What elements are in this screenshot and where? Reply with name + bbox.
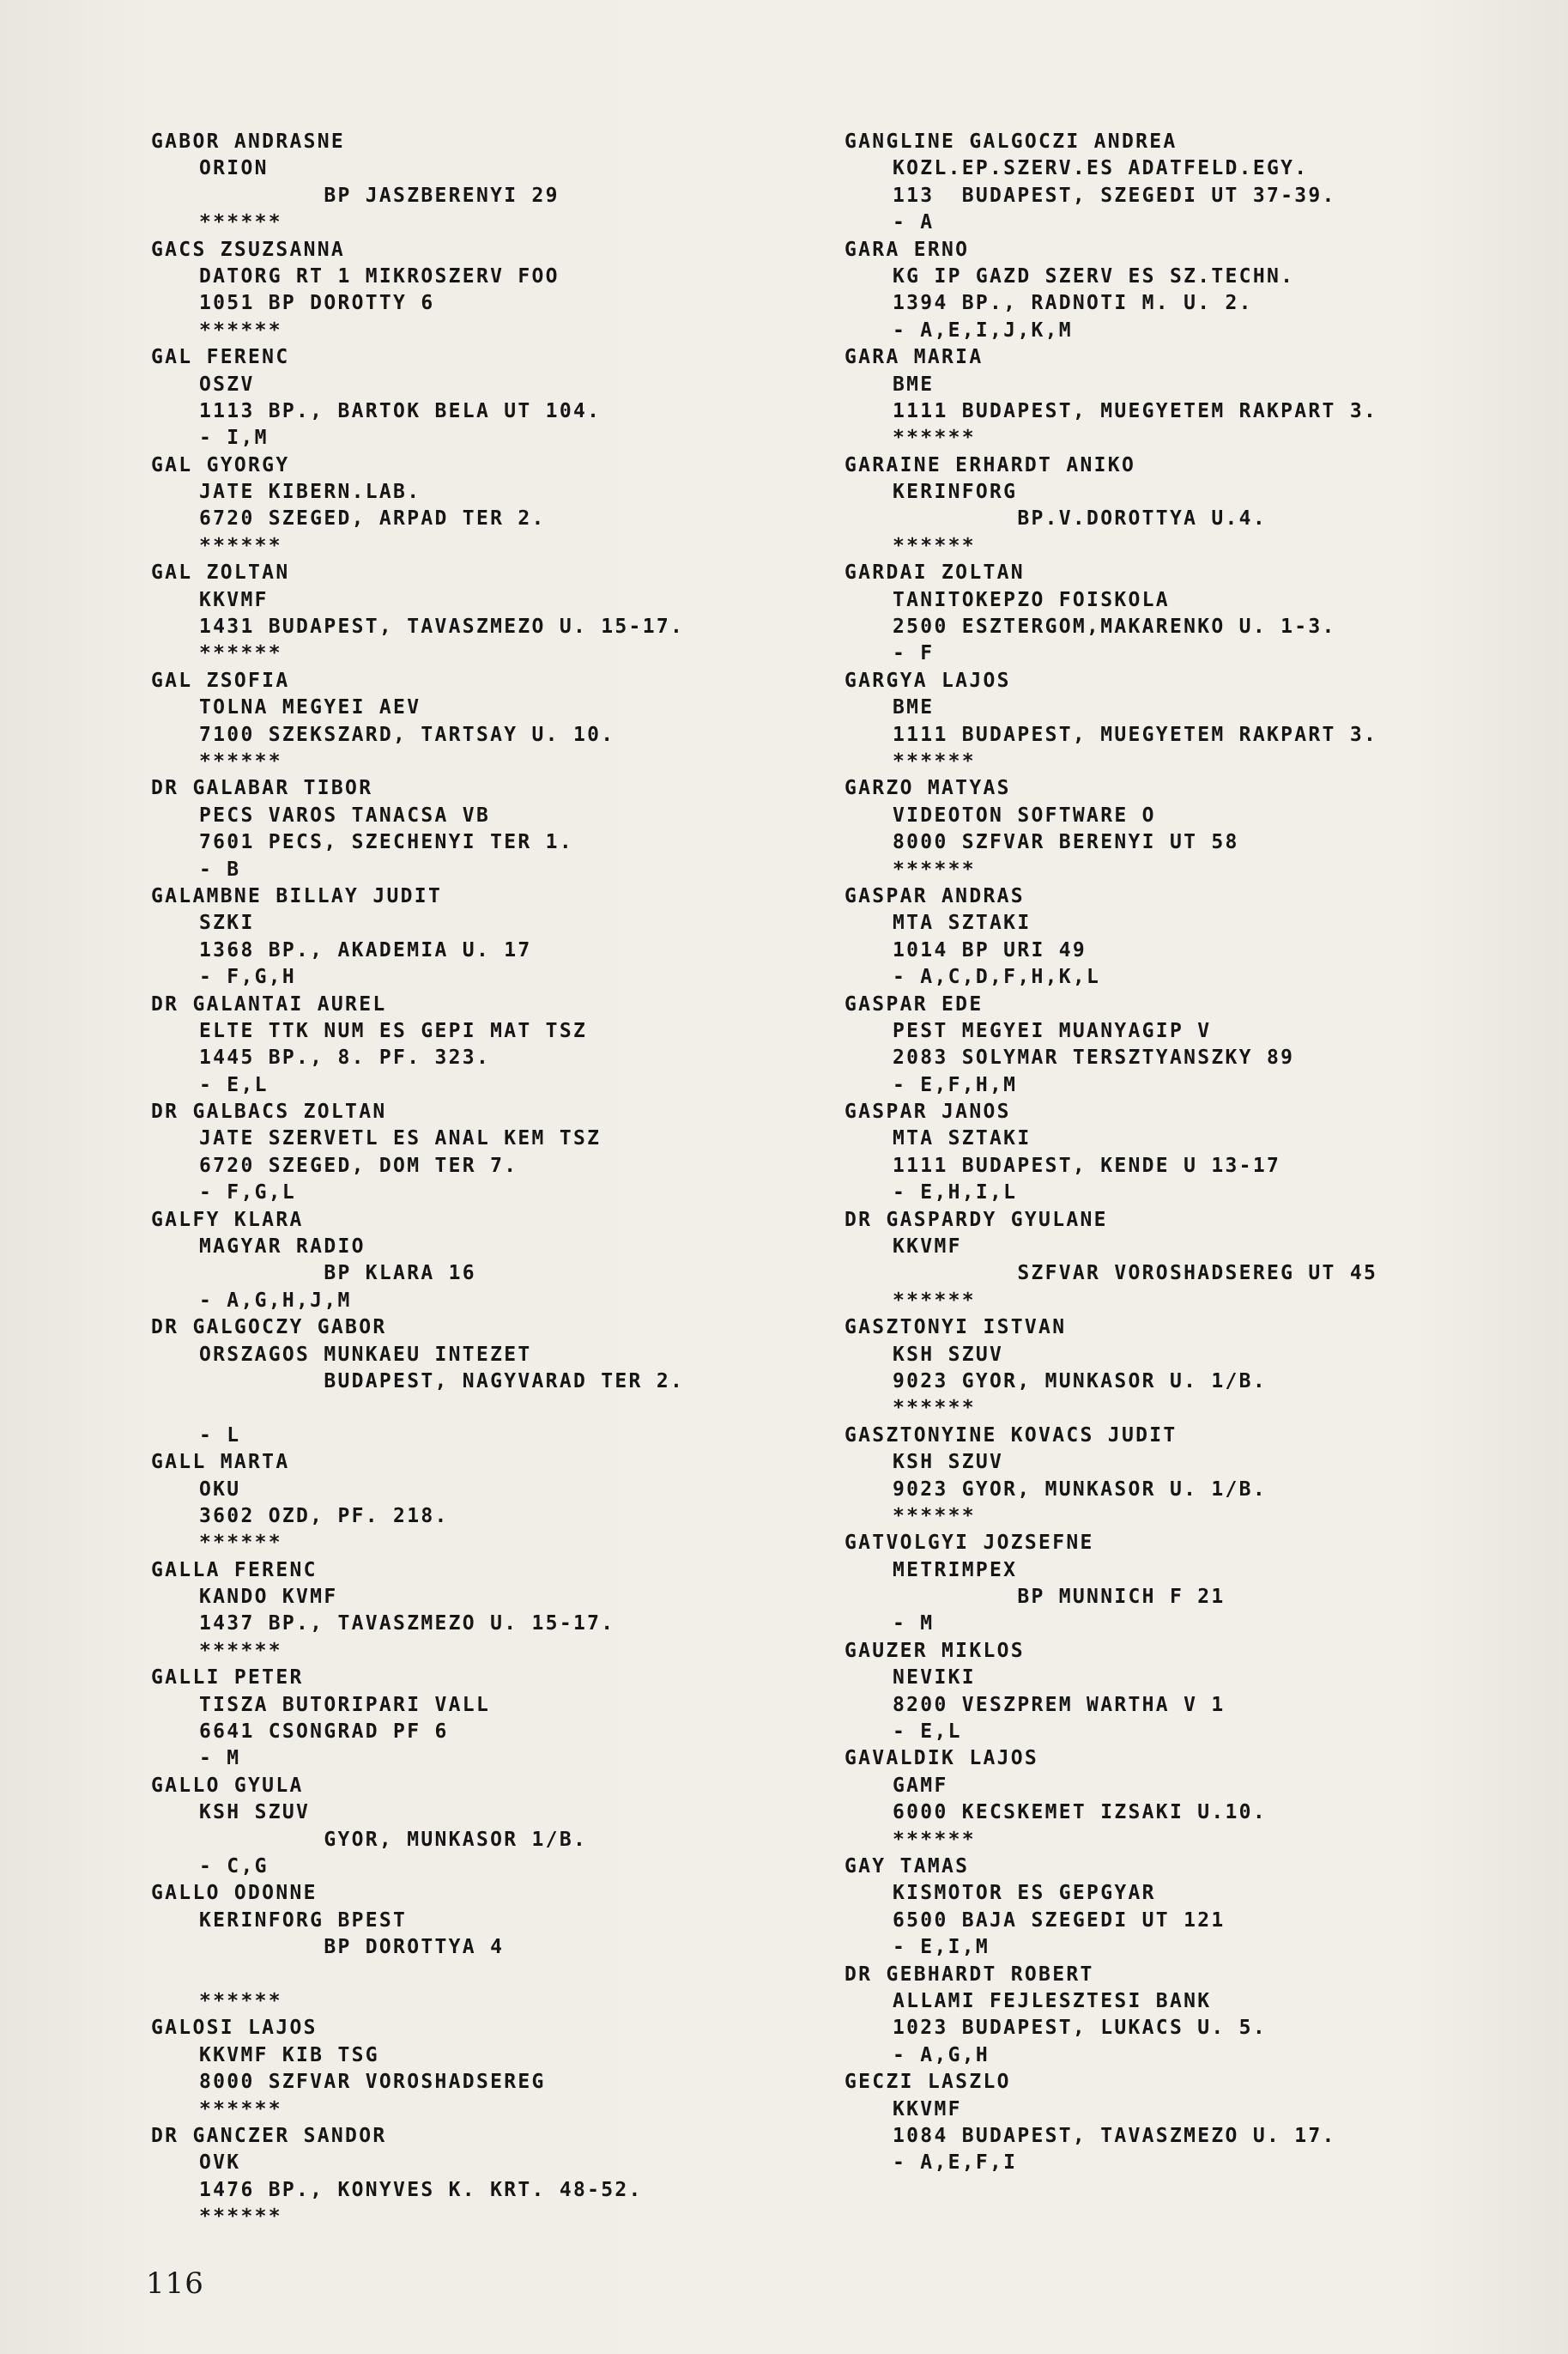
entry-line: ORION [199,157,269,180]
entry-line: SZFVAR VOROSHADSEREG UT 45 [893,1262,1378,1285]
entry-line: OKU [199,1477,241,1501]
entry-name: GASPAR ANDRAS [845,884,1025,907]
directory-entry [845,1423,1497,1531]
entry-line: VIDEOTON SOFTWARE O [893,804,1156,827]
entry-line: 9023 GYOR, MUNKASOR U. 1/B. [893,1477,1267,1501]
directory-entry [845,344,1497,452]
entry-line: BME [893,373,935,396]
entry-name: GALLO ODONNE [151,1882,318,1905]
directory-entry [151,452,803,561]
entry-line: BUDAPEST, NAGYVARAD TER 2. [199,1369,685,1392]
entry-line: ****** [199,319,282,342]
entry-line: ****** [893,1289,976,1312]
entry-line: - E,H,I,L [893,1181,1018,1204]
entry-line: - A,G,H [893,2043,990,2066]
directory-entry [151,237,803,345]
entry-name: GAL ZSOFIA [151,669,290,692]
entry-line: 2083 SOLYMAR TERSZTYANSZKY 89 [893,1047,1295,1070]
entry-line: - A,E,F,I [893,2151,1018,2175]
entry-name: GAL FERENC [151,346,290,369]
directory-entry [151,1557,803,1665]
entry-line: BP MUNNICH F 21 [893,1586,1226,1609]
entry-name: GALLO GYULA [151,1774,304,1797]
entry-line: 113 BUDAPEST, SZEGEDI UT 37-39. [893,184,1336,207]
entry-line: ****** [199,211,282,234]
entry-line: 1437 BP., TAVASZMEZO U. 15-17. [199,1612,615,1635]
directory-entry [151,992,803,1100]
entry-line: 1394 BP., RADNOTI M. U. 2. [893,292,1253,315]
directory-entry [151,775,803,883]
entry-name: DR GALGOCZY GABOR [151,1316,387,1339]
entry-line: ****** [893,427,976,450]
entry-line: - E,L [893,1720,962,1744]
entry-line: KANDO KVMF [199,1586,338,1609]
entry-line: GYOR, MUNKASOR 1/B. [199,1828,588,1851]
entry-line: TANITOKEPZO FOISKOLA [893,588,1170,611]
entry-line: ****** [199,642,282,665]
directory-entry [151,1099,803,1207]
directory-entry [151,2015,803,2123]
entry-line: - E,F,H,M [893,1073,1018,1096]
entry-line: ****** [199,2097,282,2120]
entry-name: GARDAI ZOLTAN [845,561,1025,585]
entry-line: KKVMF KIB TSG [199,2043,379,2066]
entry-line: ****** [893,858,976,881]
entry-name: DR GASPARDY GYULANE [845,1208,1108,1231]
entry-line: GAMF [893,1774,948,1797]
entry-line: - A [893,211,935,234]
left-column [151,129,803,2230]
entry-line: PECS VAROS TANACSA VB [199,804,491,827]
entry-line: DATORG RT 1 MIKROSZERV FOO [199,264,560,288]
entry-line: 7601 PECS, SZECHENYI TER 1. [199,831,573,854]
entry-name: GABOR ANDRASNE [151,130,346,153]
directory-entry [845,1099,1497,1207]
entry-line: 1023 BUDAPEST, LUKACS U. 5. [893,2017,1267,2040]
directory-entry [845,2069,1497,2177]
entry-line: 8000 SZFVAR BERENYI UT 58 [893,831,1239,854]
entry-name: GARA MARIA [845,346,984,369]
entry-line: BP DOROTTYA 4 [199,1936,505,1959]
entry-line: KSH SZUV [893,1343,1004,1366]
entry-name: GARZO MATYAS [845,777,1011,800]
entry-line: PEST MEGYEI MUANYAGIP V [893,1019,1212,1042]
entry-line: 3602 OZD, PF. 218. [199,1504,449,1527]
entry-line: ****** [199,2205,282,2229]
entry-line: BP KLARA 16 [199,1262,476,1285]
directory-entry [151,1449,803,1557]
entry-name: GECZI LASZLO [845,2071,1011,2094]
directory-entry [845,1530,1497,1638]
entry-name: GALAMBNE BILLAY JUDIT [151,884,443,907]
entry-line: 6720 SZEGED, DOM TER 7. [199,1154,518,1177]
entry-name: DR GALBACS ZOLTAN [151,1101,387,1124]
entry-name: GALLA FERENC [151,1558,318,1581]
entry-name: GALLI PETER [151,1666,304,1690]
entry-name: GAY TAMAS [845,1855,970,1878]
entry-line: SZKI [199,912,255,935]
entry-line: ****** [199,534,282,557]
entry-line [151,1395,803,1422]
entry-name: GAVALDIK LAJOS [845,1747,1039,1770]
entry-name: GANGLINE GALGOCZI ANDREA [845,130,1178,153]
entry-line: TISZA BUTORIPARI VALL [199,1693,491,1716]
directory-entry [845,129,1497,237]
entry-line: BME [893,696,935,719]
entry-name: DR GALABAR TIBOR [151,777,373,800]
entry-line: 7100 SZEKSZARD, TARTSAY U. 10. [199,723,615,746]
directory-entry [151,668,803,776]
directory-entry [845,775,1497,883]
directory-entry [845,1745,1497,1853]
directory-entry [151,344,803,452]
entry-line: JATE KIBERN.LAB. [199,481,421,504]
entry-line: KKVMF [893,2097,962,2120]
entry-line: KERINFORG BPEST [199,1908,408,1932]
entry-name: DR GEBHARDT ROBERT [845,1963,1094,1986]
entry-line: KKVMF [199,588,269,611]
entry-line: BP.V.DOROTTYA U.4. [893,507,1267,531]
entry-line: - A,G,H,J,M [199,1289,352,1312]
entry-line: ****** [199,1639,282,1662]
entry-line: 9023 GYOR, MUNKASOR U. 1/B. [893,1369,1267,1392]
entry-line: KSH SZUV [893,1451,1004,1474]
entry-line: MTA SZTAKI [893,1127,1032,1150]
entry-name: DR GANCZER SANDOR [151,2124,387,2147]
entry-name: GARA ERNO [845,238,970,261]
entry-line: JATE SZERVETL ES ANAL KEM TSZ [199,1127,602,1150]
entry-name: GASZTONYINE KOVACS JUDIT [845,1423,1178,1447]
entry-name: GASZTONYI ISTVAN [845,1316,1067,1339]
entry-line: - L [199,1423,241,1447]
entry-line: 1113 BP., BARTOK BELA UT 104. [199,399,602,422]
entry-name: GAL GYORGY [151,453,290,476]
entry-line: 1476 BP., KONYVES K. KRT. 48-52. [199,2178,643,2201]
directory-entry [845,1638,1497,1746]
entry-line: 6000 KECSKEMET IZSAKI U.10. [893,1801,1267,1824]
entry-line: MAGYAR RADIO [199,1235,366,1259]
directory-entry [151,2123,803,2231]
entry-line: - M [893,1612,935,1635]
entry-line: MTA SZTAKI [893,912,1032,935]
directory-entry [845,1207,1497,1315]
entry-name: GACS ZSUZSANNA [151,238,346,261]
entry-line: ****** [199,1989,282,2012]
directory-entry [151,1773,803,1881]
entry-name: GASPAR JANOS [845,1101,1011,1124]
entry-line: ****** [893,1828,976,1851]
entry-line: 8200 VESZPREM WARTHA V 1 [893,1693,1226,1716]
entry-name: GASPAR EDE [845,992,984,1016]
entry-line: ****** [893,1504,976,1527]
entry-line: - I,M [199,427,269,450]
directory-entry [845,237,1497,345]
entry-line: 1051 BP DOROTTY 6 [199,292,435,315]
entry-line: - M [199,1747,241,1770]
entry-line: ****** [199,1532,282,1555]
entry-line: 1431 BUDAPEST, TAVASZMEZO U. 15-17. [199,616,685,639]
entry-line: KKVMF [893,1235,962,1259]
entry-line: - C,G [199,1855,269,1878]
entry-line: KOZL.EP.SZERV.ES ADATFELD.EGY. [893,157,1309,180]
entry-line: - B [199,858,241,881]
entry-line: 1111 BUDAPEST, MUEGYETEM RAKPART 3. [893,723,1378,746]
entry-line: ****** [893,749,976,773]
entry-line: TOLNA MEGYEI AEV [199,696,421,719]
entry-line: ****** [893,534,976,557]
entry-line: 1368 BP., AKADEMIA U. 17 [199,938,532,962]
entry-line [151,1962,803,1988]
entry-line: ****** [199,749,282,773]
entry-line: ****** [893,1397,976,1420]
entry-line: - E,L [199,1073,269,1096]
entry-line: KSH SZUV [199,1801,311,1824]
entry-name: GAL ZOLTAN [151,561,290,585]
entry-line: KISMOTOR ES GEPGYAR [893,1882,1156,1905]
directory-entry [151,1207,803,1315]
entry-name: GARAINE ERHARDT ANIKO [845,453,1136,476]
directory-entry [151,883,803,992]
entry-line: - F,G,H [199,966,297,989]
entry-line: BP JASZBERENYI 29 [199,184,560,207]
entry-name: GALL MARTA [151,1451,290,1474]
entry-line: METRIMPEX [893,1558,1018,1581]
directory-entry [151,129,803,237]
entry-line: KERINFORG [893,481,1018,504]
entry-name: GATVOLGYI JOZSEFNE [845,1532,1094,1555]
entry-line: 6641 CSONGRAD PF 6 [199,1720,449,1744]
directory-entry [845,1853,1497,1962]
entry-line: 6500 BAJA SZEGEDI UT 121 [893,1908,1226,1932]
directory-entry [151,1665,803,1773]
entry-line: - A,C,D,F,H,K,L [893,966,1101,989]
directory-entry [845,992,1497,1100]
directory-entry [845,883,1497,992]
directory-entry [845,1314,1497,1423]
entry-line: 2500 ESZTERGOM,MAKARENKO U. 1-3. [893,616,1336,639]
entry-name: GARGYA LAJOS [845,669,1011,692]
entry-line: 6720 SZEGED, ARPAD TER 2. [199,507,546,531]
entry-line: - F,G,L [199,1181,297,1204]
entry-line: 1111 BUDAPEST, KENDE U 13-17 [893,1154,1281,1177]
directory-entry [151,560,803,668]
directory-entry [845,560,1497,668]
entry-line: NEVIKI [893,1666,976,1690]
entry-line: KG IP GAZD SZERV ES SZ.TECHN. [893,264,1295,288]
entry-line: 1111 BUDAPEST, MUEGYETEM RAKPART 3. [893,399,1378,422]
entry-name: DR GALANTAI AUREL [151,992,387,1016]
entry-line: OSZV [199,373,255,396]
entry-name: GAUZER MIKLOS [845,1639,1025,1662]
entry-line: 1084 BUDAPEST, TAVASZMEZO U. 17. [893,2124,1336,2147]
entry-name: GALOSI LAJOS [151,2017,318,2040]
directory-entry [151,1314,803,1449]
right-column [845,129,1497,2177]
entry-line: OVK [199,2151,241,2175]
entry-line: - E,I,M [893,1936,990,1959]
page-number: 116 [146,2266,204,2301]
directory-entry [845,668,1497,776]
entry-line: 1445 BP., 8. PF. 323. [199,1047,491,1070]
entry-line: 1014 BP URI 49 [893,938,1087,962]
entry-line: - F [893,642,935,665]
directory-entry [845,452,1497,561]
entry-line: ELTE TTK NUM ES GEPI MAT TSZ [199,1019,588,1042]
directory-entry [151,1880,803,2015]
entry-name: GALFY KLARA [151,1208,304,1231]
entry-line: 8000 SZFVAR VOROSHADSEREG [199,2071,546,2094]
entry-line: - A,E,I,J,K,M [893,319,1073,342]
entry-line: ALLAMI FEJLESZTESI BANK [893,1989,1212,2012]
entry-line: ORSZAGOS MUNKAEU INTEZET [199,1343,532,1366]
directory-entry [845,1962,1497,2070]
